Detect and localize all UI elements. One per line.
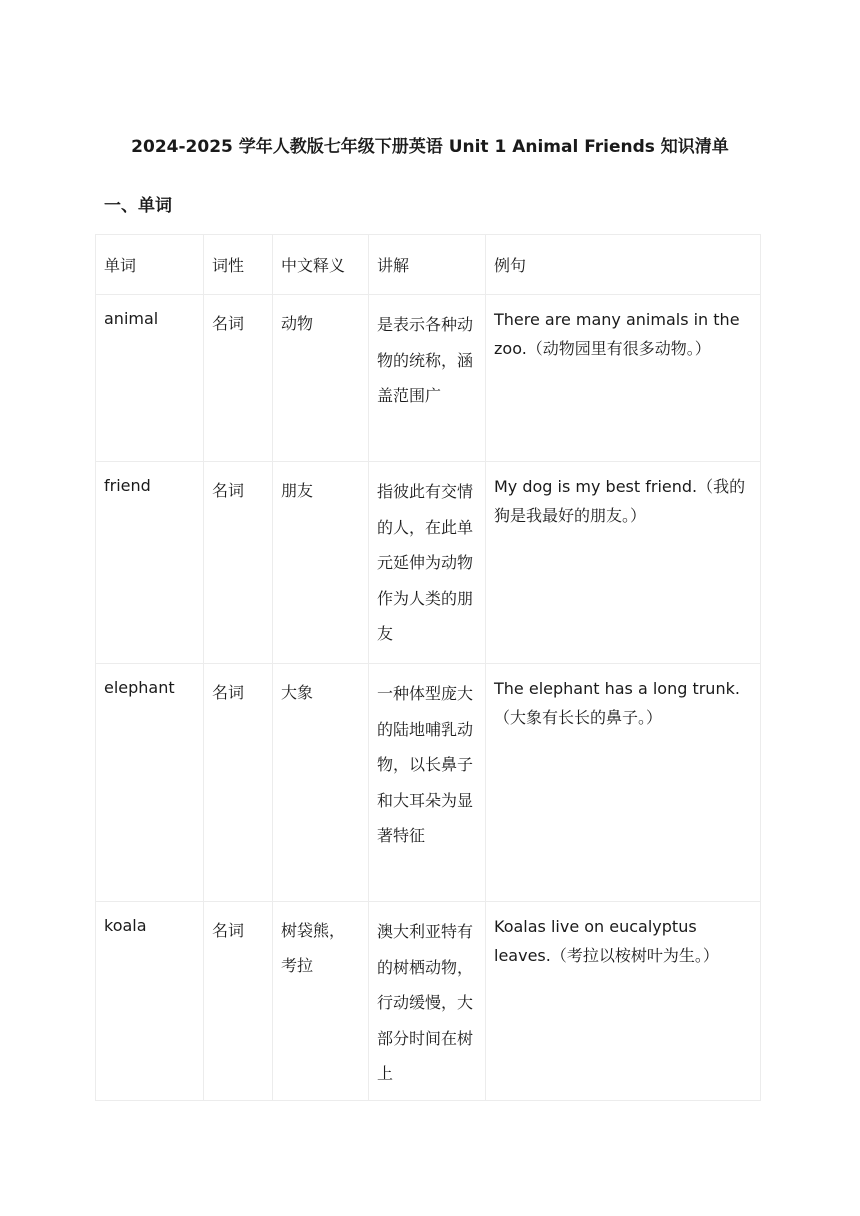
table-row: [96, 295, 761, 462]
pos-cell: 名词: [204, 664, 273, 902]
example-cell: The elephant has a long trunk.（大象有长长的鼻子。）: [486, 664, 761, 902]
meaning-cell: 朋友: [273, 462, 369, 664]
explanation-cell: 澳大利亚特有的树栖动物，行动缓慢，大部分时间在树上: [369, 902, 486, 1101]
meaning-cell: 大象: [273, 664, 369, 902]
explanation-cell: 一种体型庞大的陆地哺乳动物，以长鼻子和大耳朵为显著特征: [369, 664, 486, 902]
section-heading: 一、单词: [104, 196, 172, 216]
example-cell: There are many animals in the zoo.（动物园里有很多动物。）: [486, 295, 761, 462]
word-cell: koala: [96, 902, 204, 1101]
vocabulary-table: [95, 234, 761, 1101]
column-header-explanation: 讲解: [369, 235, 486, 295]
explanation-cell: 是表示各种动物的统称，涵盖范围广: [369, 295, 486, 462]
pos-cell: 名词: [204, 902, 273, 1101]
word-cell: elephant: [96, 664, 204, 902]
table-row: [96, 462, 761, 664]
document-title: 2024-2025 学年人教版七年级下册英语 Unit 1 Animal Friends 知识清单: [131, 137, 729, 157]
column-header-example: 例句: [486, 235, 761, 295]
example-cell: Koalas live on eucalyptus leaves.（考拉以桉树叶为生。）: [486, 902, 761, 1101]
pos-cell: 名词: [204, 462, 273, 664]
column-header-word: 单词: [96, 235, 204, 295]
column-header-meaning: 中文释义: [273, 235, 369, 295]
table-row: [96, 902, 761, 1101]
meaning-cell: 动物: [273, 295, 369, 462]
table-header-row: [96, 235, 761, 295]
example-cell: My dog is my best friend.（我的狗是我最好的朋友。）: [486, 462, 761, 664]
word-cell: friend: [96, 462, 204, 664]
explanation-cell: 指彼此有交情的人，在此单元延伸为动物作为人类的朋友: [369, 462, 486, 664]
column-header-pos: 词性: [204, 235, 273, 295]
word-cell: animal: [96, 295, 204, 462]
table-row: [96, 664, 761, 902]
pos-cell: 名词: [204, 295, 273, 462]
meaning-cell: 树袋熊，考拉: [273, 902, 369, 1101]
